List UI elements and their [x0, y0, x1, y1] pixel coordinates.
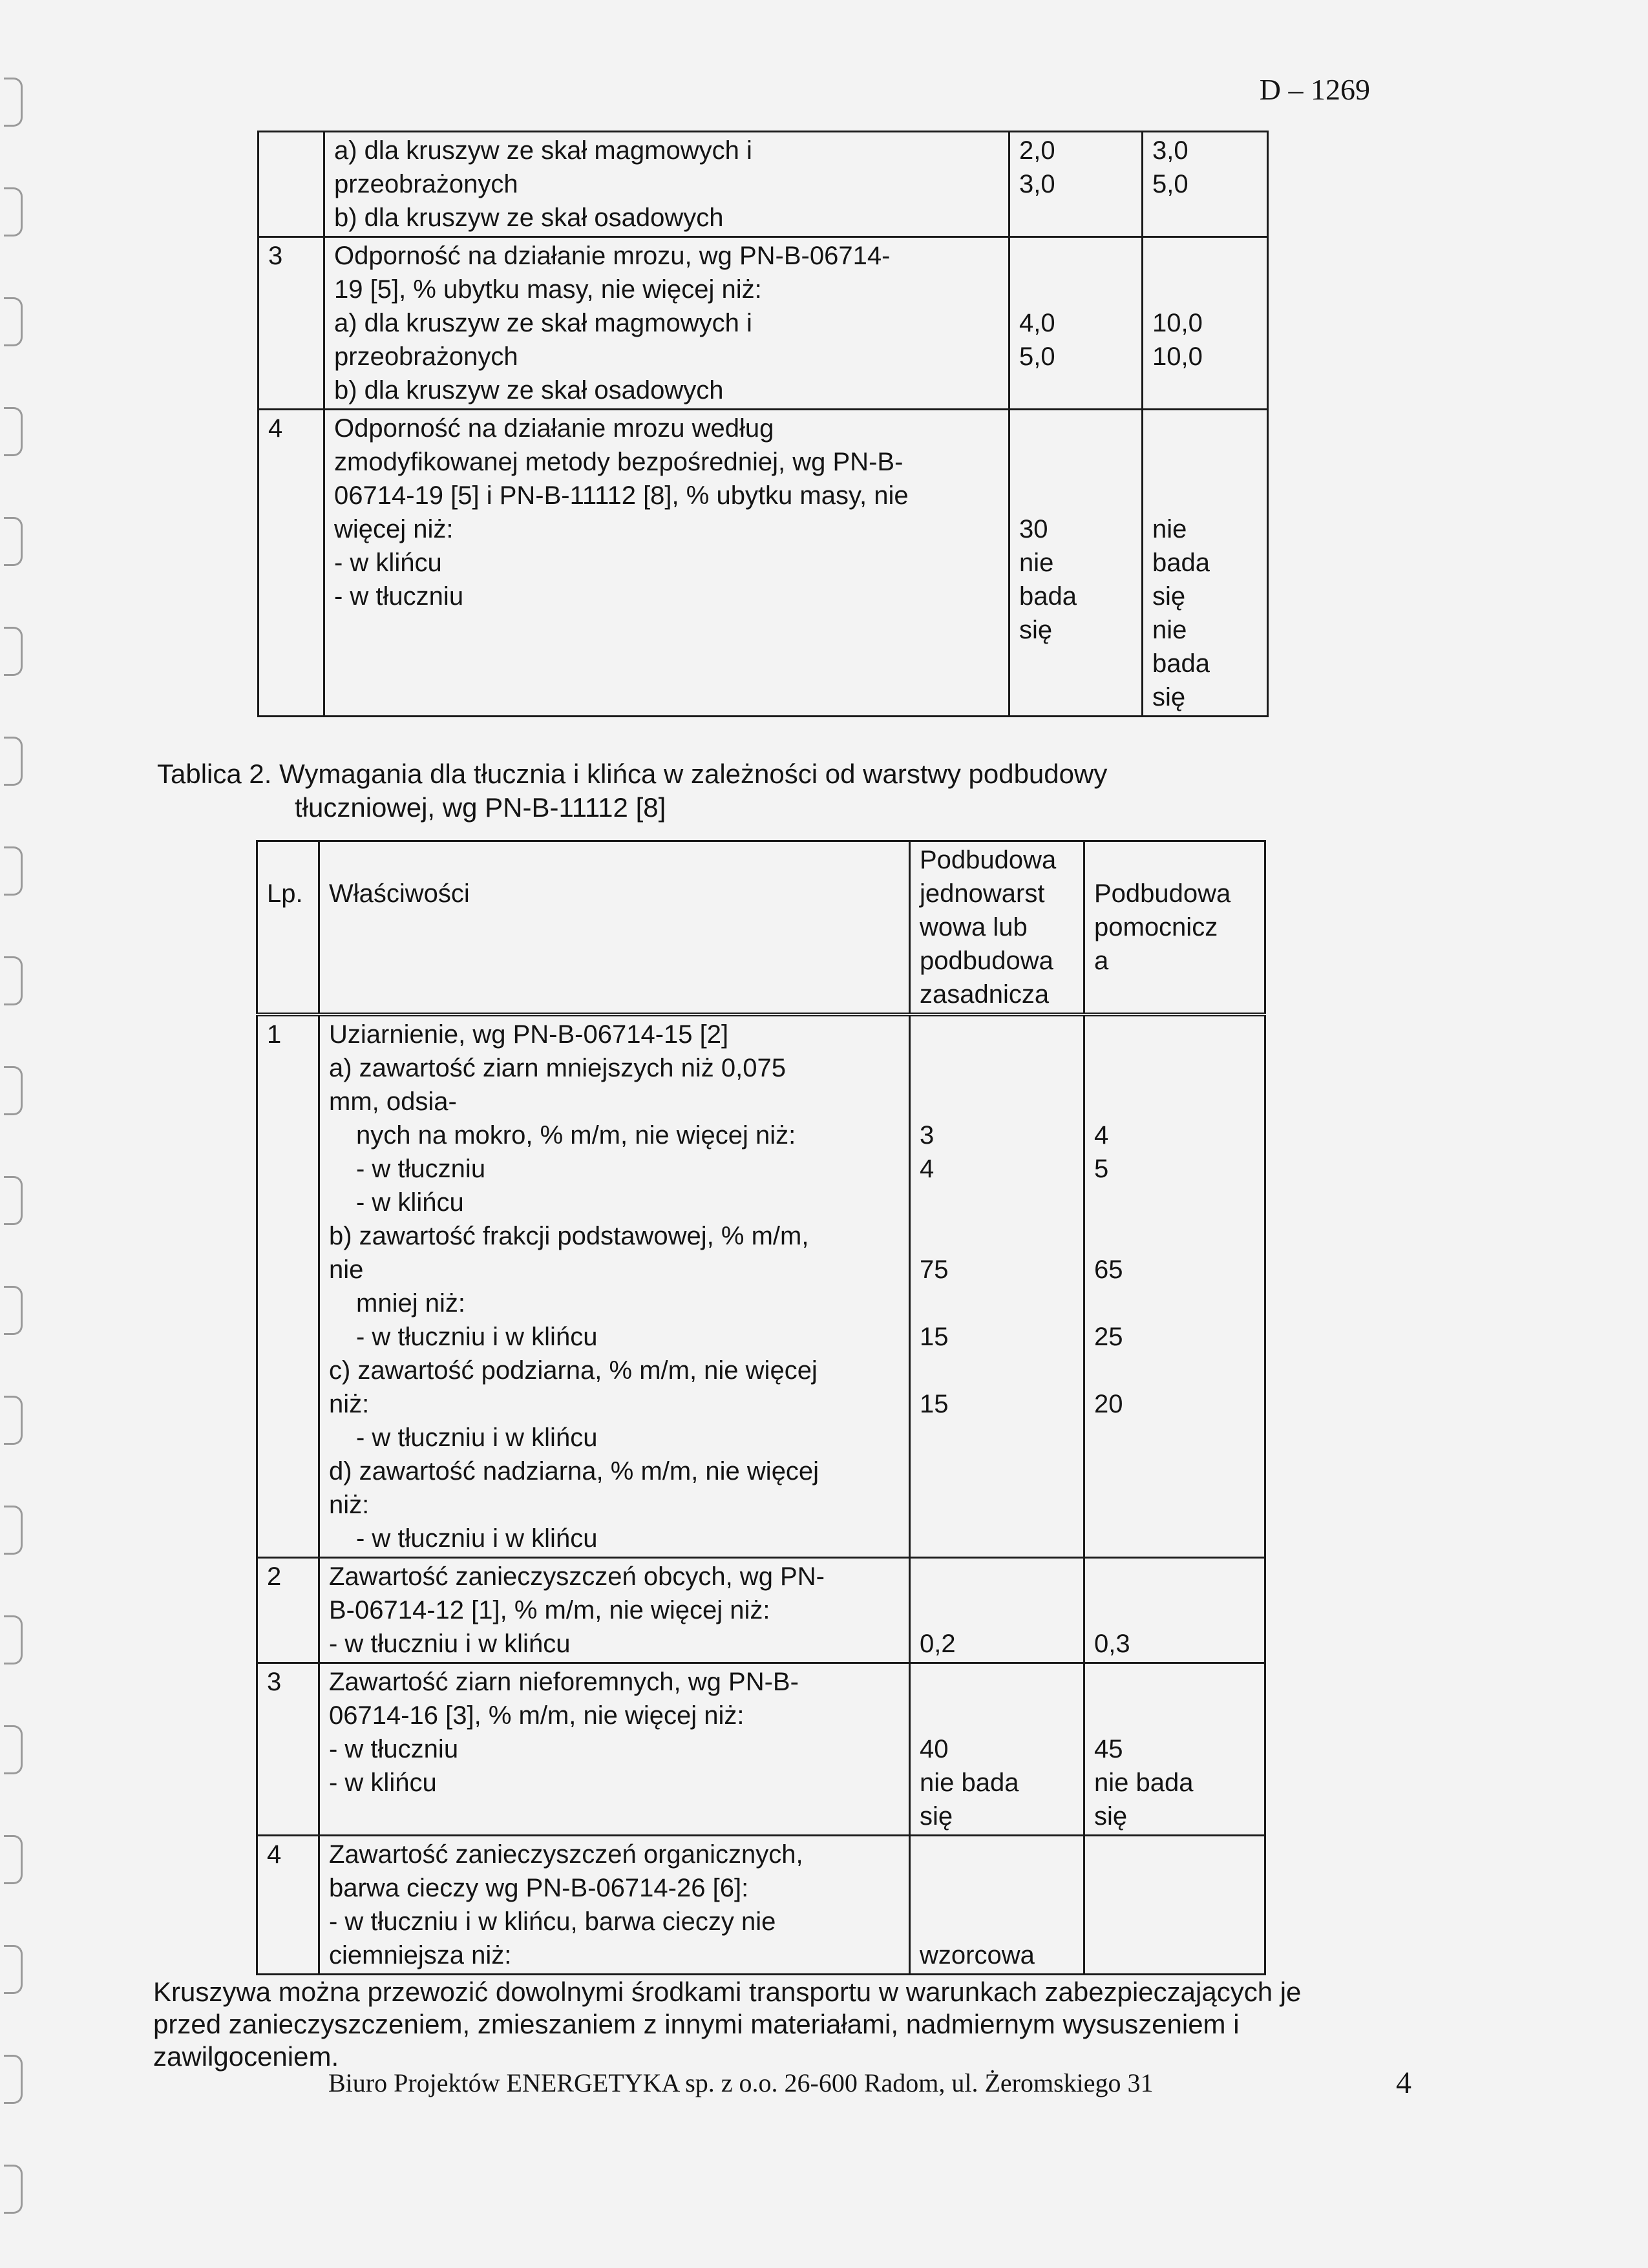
value: wzorcowa: [920, 1941, 1035, 1969]
binder-hole: [4, 2055, 23, 2104]
footer-company: Biuro Projektów ENERGETYKA sp. z o.o. 26-600 Radom, ul. Żeromskiego 31: [328, 2068, 1154, 2097]
caption-line: Tablica 2. Wymagania dla tłucznia i klińca w zależności od warstwy podbudowy: [157, 759, 1108, 789]
property-line: - w tłuczniu i w klińcu: [356, 1524, 598, 1553]
value: nie: [1152, 515, 1187, 543]
binder-hole: [4, 187, 23, 236]
value: 45: [1094, 1735, 1123, 1763]
value: 5: [1094, 1155, 1109, 1183]
property-line: Odporność na działanie mrozu według: [334, 414, 774, 443]
table-row: [257, 1558, 1265, 1663]
value: się: [1152, 582, 1186, 611]
property-cell: [319, 1558, 910, 1663]
property-line: 06714-19 [5] i PN-B-11112 [8], % ubytku masy, nie: [334, 481, 909, 510]
table-row: [259, 237, 1268, 410]
value: 40: [920, 1735, 949, 1763]
value: 20: [1094, 1390, 1123, 1418]
value: 4: [1094, 1121, 1109, 1150]
property-line: nych na mokro, % m/m, nie więcej niż:: [356, 1121, 796, 1150]
property-line: - w tłuczniu i w klińcu: [356, 1423, 598, 1452]
property-line: 06714-16 [3], % m/m, nie więcej niż:: [329, 1701, 745, 1730]
property-line: a) dla kruszyw ze skał magmowych i: [334, 309, 752, 337]
property-cell: [324, 132, 1009, 237]
property-line: - w tłuczniu: [356, 1155, 486, 1183]
binder-hole: [4, 1286, 23, 1335]
value: 2,0: [1019, 136, 1055, 165]
value: 3: [920, 1121, 935, 1150]
value: 0,2: [920, 1630, 956, 1658]
property-line: Uziarnienie, wg PN-B-06714-15 [2]: [329, 1020, 729, 1049]
transport-paragraph: [153, 1976, 1446, 2073]
table-row: [257, 1663, 1265, 1836]
value: 15: [920, 1390, 949, 1418]
value: bada: [1019, 582, 1077, 611]
binder-hole: [4, 1615, 23, 1664]
property-cell: [319, 1014, 910, 1558]
binder-hole: [4, 1835, 23, 1884]
value: bada: [1152, 649, 1210, 678]
binder-hole: [4, 956, 23, 1005]
binder-hole: [4, 627, 23, 676]
value: nie bada: [920, 1769, 1019, 1797]
property-line: więcej niż:: [334, 515, 454, 543]
property-line: b) dla kruszyw ze skał osadowych: [334, 376, 724, 404]
property-line: c) zawartość podziarna, % m/m, nie więcej: [329, 1356, 818, 1385]
value-cell: [1009, 132, 1143, 237]
value-cell: [910, 1663, 1084, 1836]
property-line: mm, odsia-: [329, 1087, 457, 1116]
property-line: przeobrażonych: [334, 170, 518, 198]
property-line: barwa cieczy wg PN-B-06714-26 [6]:: [329, 1874, 749, 1902]
property-line: ciemniejsza niż:: [329, 1941, 512, 1969]
table-caption: [157, 757, 1107, 824]
lp-cell: 1: [257, 1014, 319, 1558]
property-line: Zawartość zanieczyszczeń obcych, wg PN-: [329, 1562, 825, 1591]
property-line: Odporność na działanie mrozu, wg PN-B-06714-: [334, 242, 891, 270]
property-line: - w klińcu: [334, 549, 442, 577]
binder-hole: [4, 846, 23, 896]
value-cell: [1084, 1014, 1265, 1558]
value: 30: [1019, 515, 1048, 543]
property-line: Zawartość zanieczyszczeń organicznych,: [329, 1840, 803, 1869]
value-cell: [1084, 1558, 1265, 1663]
value-cell: [1009, 237, 1143, 410]
table-row: [257, 1014, 1265, 1558]
value: nie: [1019, 549, 1054, 577]
value: bada: [1152, 549, 1210, 577]
caption-line: tłuczniowej, wg PN-B-11112 [8]: [295, 792, 666, 823]
value: 10,0: [1152, 342, 1203, 371]
property-line: zmodyfikowanej metody bezpośredniej, wg PN-B-: [334, 448, 903, 476]
paragraph-line: Kruszywa można przewozić dowolnymi środkami transportu w warunkach zabezpieczających je: [153, 1977, 1302, 2007]
value-cell: [1009, 410, 1143, 717]
property-line: - w tłuczniu i w klińcu: [329, 1630, 571, 1658]
binder-hole: [4, 517, 23, 566]
value-cell: [1143, 237, 1268, 410]
property-line: a) dla kruszyw ze skał magmowych i: [334, 136, 752, 165]
property-cell: [319, 1663, 910, 1836]
property-cell: [324, 410, 1009, 717]
value: 3,0: [1152, 136, 1188, 165]
value: 3,0: [1019, 170, 1055, 198]
property-line: Zawartość ziarn nieforemnych, wg PN-B-: [329, 1668, 799, 1696]
binder-hole: [4, 1066, 23, 1115]
table-header-row: [257, 841, 1265, 1015]
value: 5,0: [1152, 170, 1188, 198]
paragraph-line: zawilgoceniem.: [153, 2041, 339, 2072]
requirements-table-2: [256, 840, 1266, 1975]
column-header-properties: Właściwości: [319, 841, 910, 1015]
value-cell: [910, 1014, 1084, 1558]
paragraph-line: przed zanieczyszczeniem, zmieszaniem z innymi materiałami, nadmiernym wysuszeniem i: [153, 2009, 1240, 2039]
value: 5,0: [1019, 342, 1055, 371]
value-cell: [910, 1558, 1084, 1663]
property-line: - w klińcu: [329, 1769, 437, 1797]
binder-hole: [4, 1725, 23, 1774]
lp-cell: 4: [257, 1836, 319, 1975]
property-line: niż:: [329, 1491, 370, 1519]
value: 25: [1094, 1323, 1123, 1351]
property-line: - w tłuczniu i w klińcu, barwa cieczy nie: [329, 1907, 776, 1936]
value-cell: [910, 1836, 1084, 1975]
binder-hole: [4, 2165, 23, 2214]
property-line: 19 [5], % ubytku masy, nie więcej niż:: [334, 275, 762, 304]
value-cell: [1084, 1836, 1265, 1975]
property-line: - w klińcu: [356, 1188, 464, 1217]
binder-hole: [4, 78, 23, 127]
lp-cell: 2: [257, 1558, 319, 1663]
lp-cell: 4: [259, 410, 324, 717]
property-line: niż:: [329, 1390, 370, 1418]
page-number: 4: [1396, 2066, 1411, 2100]
property-cell: [324, 237, 1009, 410]
table-row: [259, 132, 1268, 237]
binder-hole: [4, 1176, 23, 1225]
property-line: nie: [329, 1255, 364, 1284]
value-cell: [1084, 1663, 1265, 1836]
value: 10,0: [1152, 309, 1203, 337]
value-cell: [1143, 410, 1268, 717]
document-code: D – 1269: [1259, 73, 1370, 106]
binder-hole: [4, 1945, 23, 1994]
value: 4: [920, 1155, 935, 1183]
column-header-lp: Lp.: [257, 841, 319, 1015]
lp-cell: [259, 132, 324, 237]
binder-hole: [4, 737, 23, 786]
binder-holes: [0, 0, 45, 2268]
binder-hole: [4, 297, 23, 346]
value: nie bada: [1094, 1769, 1194, 1797]
lp-cell: 3: [259, 237, 324, 410]
property-line: mniej niż:: [356, 1289, 465, 1318]
table-row: [259, 410, 1268, 717]
property-line: b) zawartość frakcji podstawowej, % m/m,: [329, 1222, 809, 1250]
lp-cell: 3: [257, 1663, 319, 1836]
property-line: d) zawartość nadziarna, % m/m, nie więcej: [329, 1457, 819, 1486]
property-line: - w tłuczniu i w klińcu: [356, 1323, 598, 1351]
binder-hole: [4, 1396, 23, 1445]
value: 75: [920, 1255, 949, 1284]
value: się: [1094, 1802, 1128, 1831]
value: 4,0: [1019, 309, 1055, 337]
property-line: - w tłuczniu: [334, 582, 464, 611]
value: się: [920, 1802, 953, 1831]
property-cell: [319, 1836, 910, 1975]
value: się: [1019, 616, 1053, 644]
property-line: - w tłuczniu: [329, 1735, 459, 1763]
binder-hole: [4, 407, 23, 456]
column-header-auxiliary-course: Podbudowa pomocnicz a: [1084, 841, 1265, 1015]
value-cell: [1143, 132, 1268, 237]
value: 65: [1094, 1255, 1123, 1284]
property-line: b) dla kruszyw ze skał osadowych: [334, 204, 724, 232]
value: 15: [920, 1323, 949, 1351]
property-line: B-06714-12 [1], % m/m, nie więcej niż:: [329, 1596, 770, 1624]
value: się: [1152, 683, 1186, 711]
table-row: [257, 1836, 1265, 1975]
value: 0,3: [1094, 1630, 1130, 1658]
property-line: a) zawartość ziarn mniejszych niż 0,075: [329, 1054, 786, 1082]
binder-hole: [4, 1506, 23, 1555]
property-line: przeobrażonych: [334, 342, 518, 371]
value: nie: [1152, 616, 1187, 644]
requirements-table-continued: [257, 131, 1269, 717]
column-header-base-course: Podbudowa jednowarst wowa lub podbudowa zasadnicza: [910, 841, 1084, 1015]
